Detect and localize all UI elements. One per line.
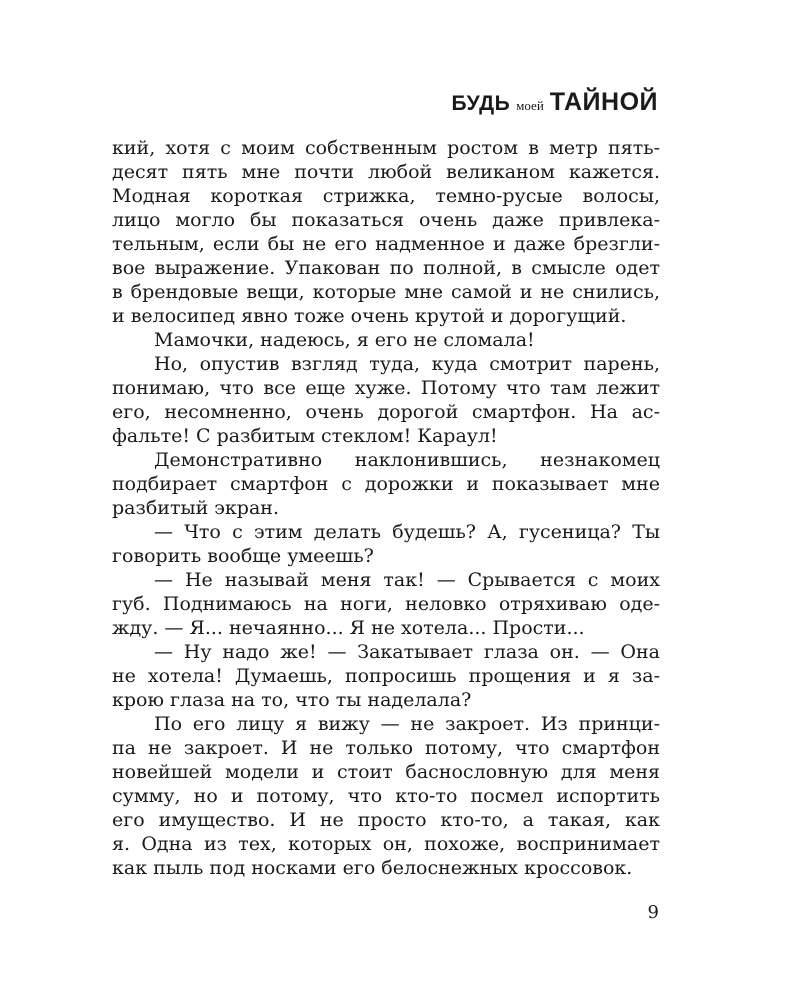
text-line: крою глаза на то, что ты наделала? bbox=[112, 689, 472, 711]
text-line: в брендовые вещи, которые мне самой и не снились, bbox=[112, 281, 660, 303]
text-line: понимаю, что все еще хуже. Потому что там лежит bbox=[112, 377, 660, 399]
text-line: Демонстративно наклонившись, незнакомец bbox=[154, 449, 660, 471]
text-line: его, несомненно, очень дорогой смартфон. На ас- bbox=[112, 401, 660, 423]
text-line: его имущество. И не просто кто-то, а такая, как bbox=[112, 809, 660, 831]
running-header bbox=[452, 88, 658, 117]
text-line: разбитый экран. bbox=[112, 497, 280, 519]
page-number: 9 bbox=[647, 902, 659, 923]
text-line: Модная короткая стрижка, темно-русые волосы, bbox=[112, 185, 660, 207]
text-line: Но, опустив взгляд туда, куда смотрит парень, bbox=[154, 353, 660, 375]
header-title-part2: моей bbox=[516, 98, 544, 113]
text-line: как пыль под носками его белоснежных кроссовок. bbox=[112, 857, 633, 879]
text-line: тельным, если бы не его надменное и даже брезгли- bbox=[112, 233, 660, 255]
text-line: жду. — Я... нечаянно... Я не хотела... Прости... bbox=[112, 617, 585, 639]
header-title-part3: ТАЙНОЙ bbox=[549, 88, 658, 116]
text-line: не хотела! Думаешь, попросишь прощения и я за- bbox=[112, 665, 660, 687]
text-line: По его лицу я вижу — не закроет. Из принци- bbox=[154, 713, 660, 735]
text-line: губ. Поднимаюсь на ноги, неловко отряхиваю оде- bbox=[112, 593, 660, 615]
text-line: — Что с этим делать будешь? А, гусеница? Ты bbox=[154, 521, 660, 543]
text-line: и велосипед явно тоже очень крутой и дорогущий. bbox=[112, 305, 627, 327]
text-line: новейшей модели и стоит баснословную для меня bbox=[112, 761, 660, 783]
text-line: сумму, но и потому, что кто-то посмел испортить bbox=[112, 785, 660, 807]
text-line: лицо могло бы показаться очень даже привлека- bbox=[112, 209, 660, 231]
text-line: говорить вообще умеешь? bbox=[112, 545, 374, 567]
body-text bbox=[112, 136, 660, 880]
text-line: вое выражение. Упакован по полной, в смысле одет bbox=[112, 257, 660, 279]
text-line: — Не называй меня так! — Срывается с моих bbox=[154, 569, 660, 591]
text-line: — Ну надо же! — Закатывает глаза он. — Она bbox=[154, 641, 660, 663]
text-line: кий, хотя с моим собственным ростом в метр пять- bbox=[112, 137, 660, 159]
text-line: па не закроет. И не только потому, что смартфон bbox=[112, 737, 660, 759]
text-line: Мамочки, надеюсь, я его не сломала! bbox=[154, 329, 535, 351]
text-line: я. Одна из тех, которых он, похоже, воспринимает bbox=[112, 833, 660, 855]
text-line: фальте! С разбитым стеклом! Караул! bbox=[112, 425, 498, 447]
text-line: десят пять мне почти любой великаном кажется. bbox=[112, 161, 660, 183]
header-title-part1: БУДЬ bbox=[451, 92, 511, 115]
text-line: подбирает смартфон с дорожки и показывает мне bbox=[112, 473, 660, 495]
